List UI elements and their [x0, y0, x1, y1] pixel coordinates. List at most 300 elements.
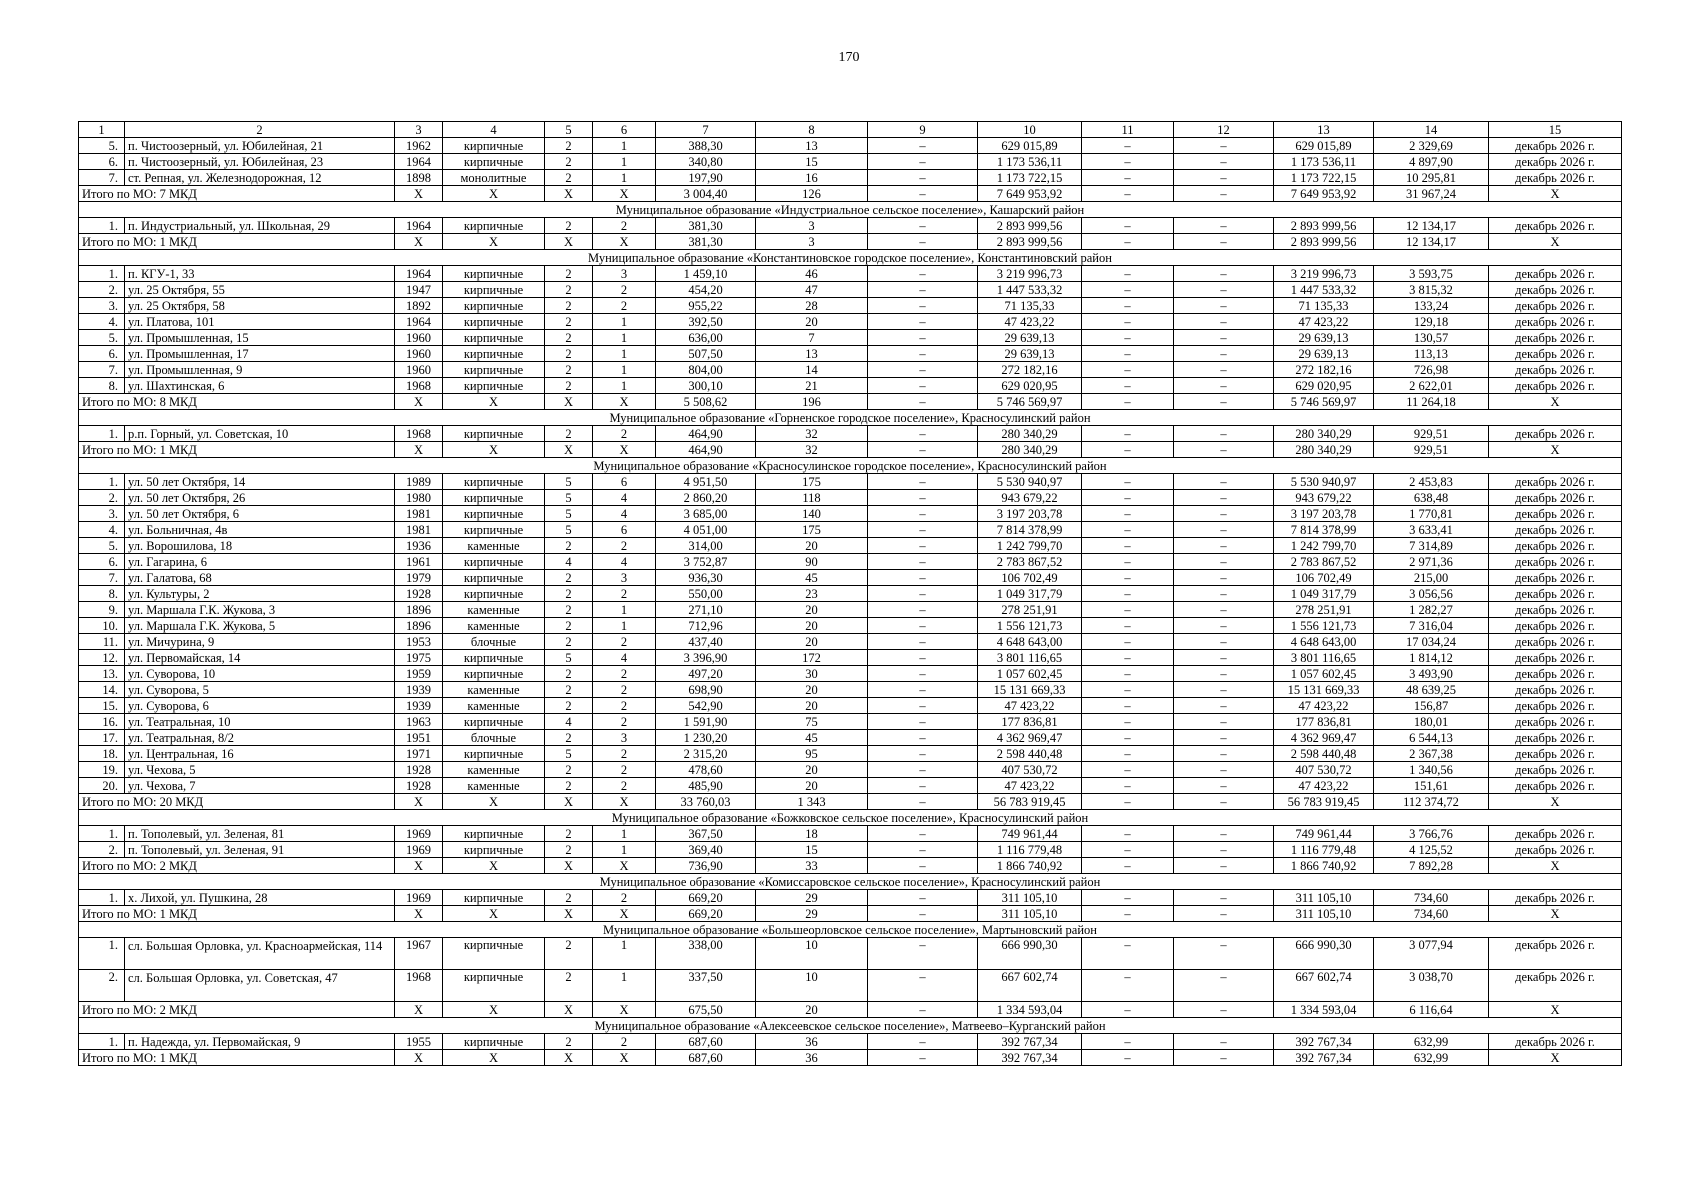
col9-cell: – [868, 890, 978, 906]
col12-cell: – [1174, 314, 1274, 330]
col12-cell: – [1174, 1050, 1274, 1066]
deadline-cell: декабрь 2026 г. [1489, 746, 1622, 762]
deadline-cell: декабрь 2026 г. [1489, 506, 1622, 522]
year-cell: 1959 [395, 666, 443, 682]
deadline-cell: декабрь 2026 г. [1489, 938, 1622, 970]
entrances-cell: 1 [593, 314, 656, 330]
wall-material-cell: кирпичные [443, 826, 545, 842]
year-cell: 1967 [395, 938, 443, 970]
area-cell: 698,90 [656, 682, 756, 698]
row-number-cell: 14. [79, 682, 125, 698]
residents-cell: 75 [756, 714, 868, 730]
wall-material-cell: X [443, 1050, 545, 1066]
residents-cell: 175 [756, 522, 868, 538]
col9-cell: – [868, 298, 978, 314]
col11-cell: – [1082, 794, 1174, 810]
total-label-cell: Итого по МО: 2 МКД [79, 1002, 395, 1018]
area-cell: 4 951,50 [656, 474, 756, 490]
cost-per-m2-cell: 31 967,24 [1374, 186, 1489, 202]
table-row [79, 154, 1622, 170]
col11-cell: – [1082, 394, 1174, 410]
entrances-cell: X [593, 394, 656, 410]
floors-cell: X [545, 394, 593, 410]
deadline-cell: X [1489, 234, 1622, 250]
address-cell: ул. Суворова, 6 [125, 698, 395, 714]
year-cell: 1964 [395, 266, 443, 282]
year-cell: 1936 [395, 538, 443, 554]
floors-cell: 2 [545, 586, 593, 602]
col9-cell: – [868, 666, 978, 682]
entrances-cell: 6 [593, 522, 656, 538]
floors-cell: X [545, 442, 593, 458]
year-cell: 1981 [395, 506, 443, 522]
address-cell: ул. 50 лет Октября, 26 [125, 490, 395, 506]
residents-cell: 118 [756, 490, 868, 506]
total-row [79, 442, 1622, 458]
year-cell: 1892 [395, 298, 443, 314]
entrances-cell: X [593, 906, 656, 922]
address-cell: ул. Шахтинская, 6 [125, 378, 395, 394]
deadline-cell: декабрь 2026 г. [1489, 378, 1622, 394]
wall-material-cell: кирпичные [443, 506, 545, 522]
table-body [79, 122, 1622, 1066]
year-cell: 1947 [395, 282, 443, 298]
entrances-cell: X [593, 442, 656, 458]
cost-total-cell: 1 334 593,04 [978, 1002, 1082, 1018]
area-cell: 369,40 [656, 842, 756, 858]
year-cell: 1969 [395, 826, 443, 842]
cost-total-cell: 1 057 602,45 [978, 666, 1082, 682]
floors-cell: 2 [545, 730, 593, 746]
col12-cell: – [1174, 522, 1274, 538]
col9-cell: – [868, 906, 978, 922]
cost-fund-cell: 29 639,13 [1274, 330, 1374, 346]
cost-per-m2-cell: 929,51 [1374, 426, 1489, 442]
table-row [79, 298, 1622, 314]
residents-cell: 29 [756, 906, 868, 922]
municipality-title: Муниципальное образование «Индустриальное сельское поселение», Кашарский район [79, 202, 1622, 218]
col9-cell: – [868, 730, 978, 746]
cost-per-m2-cell: 130,57 [1374, 330, 1489, 346]
col9-cell: – [868, 762, 978, 778]
cost-total-cell: 1 242 799,70 [978, 538, 1082, 554]
cost-fund-cell: 177 836,81 [1274, 714, 1374, 730]
deadline-cell: декабрь 2026 г. [1489, 762, 1622, 778]
year-cell: 1971 [395, 746, 443, 762]
column-number-13: 13 [1274, 122, 1374, 138]
entrances-cell: 2 [593, 218, 656, 234]
cost-total-cell: 29 639,13 [978, 330, 1082, 346]
column-number-1: 1 [79, 122, 125, 138]
wall-material-cell: кирпичные [443, 586, 545, 602]
area-cell: 507,50 [656, 346, 756, 362]
cost-total-cell: 272 182,16 [978, 362, 1082, 378]
column-number-12: 12 [1174, 122, 1274, 138]
col11-cell: – [1082, 186, 1174, 202]
residents-cell: 45 [756, 730, 868, 746]
row-number-cell: 1. [79, 266, 125, 282]
floors-cell: X [545, 794, 593, 810]
deadline-cell: декабрь 2026 г. [1489, 666, 1622, 682]
area-cell: 271,10 [656, 602, 756, 618]
wall-material-cell: кирпичные [443, 842, 545, 858]
area-cell: 1 591,90 [656, 714, 756, 730]
cost-fund-cell: 4 648 643,00 [1274, 634, 1374, 650]
col9-cell: – [868, 570, 978, 586]
floors-cell: 2 [545, 890, 593, 906]
address-cell: х. Лихой, ул. Пушкина, 28 [125, 890, 395, 906]
year-cell: 1953 [395, 634, 443, 650]
cost-per-m2-cell: 3 633,41 [1374, 522, 1489, 538]
cost-fund-cell: 1 116 779,48 [1274, 842, 1374, 858]
address-cell: ул. Ворошилова, 18 [125, 538, 395, 554]
cost-per-m2-cell: 3 815,32 [1374, 282, 1489, 298]
col11-cell: – [1082, 506, 1174, 522]
cost-fund-cell: 15 131 669,33 [1274, 682, 1374, 698]
cost-fund-cell: 629 015,89 [1274, 138, 1374, 154]
col9-cell: – [868, 650, 978, 666]
floors-cell: 2 [545, 378, 593, 394]
col11-cell: – [1082, 1034, 1174, 1050]
col12-cell: – [1174, 378, 1274, 394]
address-cell: ул. Культуры, 2 [125, 586, 395, 602]
residents-cell: 95 [756, 746, 868, 762]
table-row [79, 1034, 1622, 1050]
wall-material-cell: кирпичные [443, 714, 545, 730]
row-number-cell: 18. [79, 746, 125, 762]
deadline-cell: декабрь 2026 г. [1489, 842, 1622, 858]
col12-cell: – [1174, 794, 1274, 810]
cost-total-cell: 47 423,22 [978, 698, 1082, 714]
table-row [79, 842, 1622, 858]
entrances-cell: 1 [593, 938, 656, 970]
entrances-cell: X [593, 858, 656, 874]
col11-cell: – [1082, 154, 1174, 170]
cost-per-m2-cell: 726,98 [1374, 362, 1489, 378]
residents-cell: 30 [756, 666, 868, 682]
col12-cell: – [1174, 570, 1274, 586]
cost-per-m2-cell: 113,13 [1374, 346, 1489, 362]
floors-cell: 2 [545, 570, 593, 586]
wall-material-cell: кирпичные [443, 938, 545, 970]
table-row [79, 938, 1622, 970]
area-cell: 542,90 [656, 698, 756, 714]
row-number-cell: 5. [79, 538, 125, 554]
year-cell: 1939 [395, 682, 443, 698]
residents-cell: 126 [756, 186, 868, 202]
entrances-cell: 2 [593, 1034, 656, 1050]
address-cell: ул. Чехова, 5 [125, 762, 395, 778]
municipality-heading-row [79, 202, 1622, 218]
col9-cell: – [868, 490, 978, 506]
col11-cell: – [1082, 906, 1174, 922]
area-cell: 388,30 [656, 138, 756, 154]
address-cell: ул. Центральная, 16 [125, 746, 395, 762]
deadline-cell: декабрь 2026 г. [1489, 778, 1622, 794]
address-cell: п. КГУ-1, 33 [125, 266, 395, 282]
wall-material-cell: кирпичные [443, 330, 545, 346]
col9-cell: – [868, 970, 978, 1002]
cost-fund-cell: 311 105,10 [1274, 906, 1374, 922]
address-cell: ул. Театральная, 8/2 [125, 730, 395, 746]
address-cell: ул. Маршала Г.К. Жукова, 3 [125, 602, 395, 618]
cost-fund-cell: 47 423,22 [1274, 698, 1374, 714]
cost-per-m2-cell: 6 544,13 [1374, 730, 1489, 746]
table-row [79, 650, 1622, 666]
area-cell: 340,80 [656, 154, 756, 170]
wall-material-cell: кирпичные [443, 362, 545, 378]
cost-total-cell: 392 767,34 [978, 1034, 1082, 1050]
floors-cell: X [545, 1050, 593, 1066]
year-cell: 1968 [395, 970, 443, 1002]
col9-cell: – [868, 634, 978, 650]
residents-cell: 20 [756, 602, 868, 618]
deadline-cell: декабрь 2026 г. [1489, 1034, 1622, 1050]
deadline-cell: декабрь 2026 г. [1489, 586, 1622, 602]
cost-per-m2-cell: 180,01 [1374, 714, 1489, 730]
residents-cell: 10 [756, 970, 868, 1002]
col9-cell: – [868, 330, 978, 346]
year-cell: 1968 [395, 378, 443, 394]
residents-cell: 23 [756, 586, 868, 602]
area-cell: 1 459,10 [656, 266, 756, 282]
table-row [79, 730, 1622, 746]
entrances-cell: 2 [593, 778, 656, 794]
floors-cell: 2 [545, 170, 593, 186]
year-cell: X [395, 234, 443, 250]
col9-cell: – [868, 170, 978, 186]
total-row [79, 906, 1622, 922]
address-cell: п. Индустриальный, ул. Школьная, 29 [125, 218, 395, 234]
wall-material-cell: кирпичные [443, 666, 545, 682]
address-cell: ул. Промышленная, 9 [125, 362, 395, 378]
row-number-cell: 3. [79, 298, 125, 314]
entrances-cell: 2 [593, 714, 656, 730]
area-cell: 2 315,20 [656, 746, 756, 762]
cost-total-cell: 311 105,10 [978, 906, 1082, 922]
col11-cell: – [1082, 762, 1174, 778]
floors-cell: 4 [545, 554, 593, 570]
col9-cell: – [868, 538, 978, 554]
floors-cell: 2 [545, 218, 593, 234]
col9-cell: – [868, 938, 978, 970]
col11-cell: – [1082, 346, 1174, 362]
wall-material-cell: кирпичные [443, 154, 545, 170]
total-label-cell: Итого по МО: 20 МКД [79, 794, 395, 810]
col9-cell: – [868, 442, 978, 458]
cost-total-cell: 1 116 779,48 [978, 842, 1082, 858]
municipality-heading-row [79, 922, 1622, 938]
floors-cell: 2 [545, 970, 593, 1002]
total-label-cell: Итого по МО: 8 МКД [79, 394, 395, 410]
floors-cell: X [545, 186, 593, 202]
cost-fund-cell: 392 767,34 [1274, 1034, 1374, 1050]
cost-per-m2-cell: 156,87 [1374, 698, 1489, 714]
col9-cell: – [868, 138, 978, 154]
deadline-cell: декабрь 2026 г. [1489, 282, 1622, 298]
table-row [79, 666, 1622, 682]
year-cell: X [395, 186, 443, 202]
year-cell: 1960 [395, 330, 443, 346]
cost-fund-cell: 56 783 919,45 [1274, 794, 1374, 810]
cost-per-m2-cell: 129,18 [1374, 314, 1489, 330]
cost-total-cell: 47 423,22 [978, 314, 1082, 330]
cost-fund-cell: 47 423,22 [1274, 778, 1374, 794]
col9-cell: – [868, 346, 978, 362]
cost-per-m2-cell: 2 329,69 [1374, 138, 1489, 154]
cost-total-cell: 629 020,95 [978, 378, 1082, 394]
area-cell: 464,90 [656, 442, 756, 458]
col12-cell: – [1174, 826, 1274, 842]
cost-fund-cell: 3 801 116,65 [1274, 650, 1374, 666]
total-row [79, 394, 1622, 410]
table-row [79, 570, 1622, 586]
col9-cell: – [868, 554, 978, 570]
cost-fund-cell: 3 197 203,78 [1274, 506, 1374, 522]
residents-cell: 33 [756, 858, 868, 874]
col11-cell: – [1082, 634, 1174, 650]
table-row [79, 474, 1622, 490]
municipality-heading-row [79, 410, 1622, 426]
cost-total-cell: 56 783 919,45 [978, 794, 1082, 810]
cost-per-m2-cell: 3 593,75 [1374, 266, 1489, 282]
entrances-cell: 4 [593, 554, 656, 570]
deadline-cell: X [1489, 394, 1622, 410]
col11-cell: – [1082, 1002, 1174, 1018]
cost-fund-cell: 2 893 999,56 [1274, 234, 1374, 250]
residents-cell: 10 [756, 938, 868, 970]
cost-total-cell: 2 893 999,56 [978, 218, 1082, 234]
year-cell: X [395, 394, 443, 410]
residents-cell: 14 [756, 362, 868, 378]
row-number-cell: 4. [79, 314, 125, 330]
row-number-cell: 12. [79, 650, 125, 666]
residents-cell: 20 [756, 762, 868, 778]
entrances-cell: 1 [593, 154, 656, 170]
col12-cell: – [1174, 154, 1274, 170]
residents-cell: 175 [756, 474, 868, 490]
address-cell: ул. Промышленная, 17 [125, 346, 395, 362]
wall-material-cell: кирпичные [443, 138, 545, 154]
col11-cell: – [1082, 682, 1174, 698]
cost-total-cell: 629 015,89 [978, 138, 1082, 154]
municipality-title: Муниципальное образование «Большеорловское сельское поселение», Мартыновский район [79, 922, 1622, 938]
area-cell: 464,90 [656, 426, 756, 442]
residents-cell: 46 [756, 266, 868, 282]
col12-cell: – [1174, 938, 1274, 970]
deadline-cell: декабрь 2026 г. [1489, 730, 1622, 746]
table-row [79, 266, 1622, 282]
residents-cell: 20 [756, 698, 868, 714]
row-number-cell: 5. [79, 330, 125, 346]
year-cell: X [395, 906, 443, 922]
cost-total-cell: 15 131 669,33 [978, 682, 1082, 698]
col12-cell: – [1174, 842, 1274, 858]
address-cell: п. Тополевый, ул. Зеленая, 91 [125, 842, 395, 858]
cost-total-cell: 7 814 378,99 [978, 522, 1082, 538]
wall-material-cell: кирпичные [443, 282, 545, 298]
entrances-cell: 2 [593, 298, 656, 314]
address-cell: ул. 50 лет Октября, 6 [125, 506, 395, 522]
cost-fund-cell: 392 767,34 [1274, 1050, 1374, 1066]
cost-fund-cell: 5 530 940,97 [1274, 474, 1374, 490]
wall-material-cell: кирпичные [443, 522, 545, 538]
total-row [79, 1050, 1622, 1066]
year-cell: 1896 [395, 602, 443, 618]
col12-cell: – [1174, 890, 1274, 906]
floors-cell: X [545, 1002, 593, 1018]
table-row [79, 170, 1622, 186]
deadline-cell: X [1489, 858, 1622, 874]
cost-per-m2-cell: 3 493,90 [1374, 666, 1489, 682]
year-cell: 1964 [395, 314, 443, 330]
col12-cell: – [1174, 138, 1274, 154]
wall-material-cell: кирпичные [443, 1034, 545, 1050]
area-cell: 485,90 [656, 778, 756, 794]
wall-material-cell: кирпичные [443, 218, 545, 234]
cost-per-m2-cell: 929,51 [1374, 442, 1489, 458]
entrances-cell: 2 [593, 426, 656, 442]
residents-cell: 20 [756, 1002, 868, 1018]
cost-per-m2-cell: 2 367,38 [1374, 746, 1489, 762]
row-number-cell: 2. [79, 282, 125, 298]
cost-total-cell: 71 135,33 [978, 298, 1082, 314]
col11-cell: – [1082, 554, 1174, 570]
entrances-cell: 3 [593, 266, 656, 282]
floors-cell: 2 [545, 778, 593, 794]
floors-cell: 5 [545, 474, 593, 490]
deadline-cell: декабрь 2026 г. [1489, 474, 1622, 490]
table-row [79, 746, 1622, 762]
col12-cell: – [1174, 170, 1274, 186]
floors-cell: 2 [545, 762, 593, 778]
row-number-cell: 6. [79, 154, 125, 170]
cost-per-m2-cell: 7 314,89 [1374, 538, 1489, 554]
row-number-cell: 3. [79, 506, 125, 522]
entrances-cell: X [593, 186, 656, 202]
col12-cell: – [1174, 330, 1274, 346]
col11-cell: – [1082, 490, 1174, 506]
entrances-cell: 2 [593, 666, 656, 682]
col9-cell: – [868, 778, 978, 794]
deadline-cell: декабрь 2026 г. [1489, 602, 1622, 618]
col12-cell: – [1174, 762, 1274, 778]
wall-material-cell: блочные [443, 730, 545, 746]
col9-cell: – [868, 698, 978, 714]
col9-cell: – [868, 154, 978, 170]
entrances-cell: X [593, 1002, 656, 1018]
cost-total-cell: 407 530,72 [978, 762, 1082, 778]
entrances-cell: 1 [593, 378, 656, 394]
col9-cell: – [868, 746, 978, 762]
floors-cell: 5 [545, 746, 593, 762]
table-row [79, 618, 1622, 634]
col11-cell: – [1082, 714, 1174, 730]
cost-fund-cell: 667 602,74 [1274, 970, 1374, 1002]
residents-cell: 32 [756, 442, 868, 458]
deadline-cell: декабрь 2026 г. [1489, 330, 1622, 346]
total-label-cell: Итого по МО: 1 МКД [79, 442, 395, 458]
area-cell: 3 685,00 [656, 506, 756, 522]
wall-material-cell: кирпичные [443, 554, 545, 570]
cost-fund-cell: 29 639,13 [1274, 346, 1374, 362]
floors-cell: X [545, 234, 593, 250]
col12-cell: – [1174, 970, 1274, 1002]
col11-cell: – [1082, 522, 1174, 538]
address-cell: ул. Галатова, 68 [125, 570, 395, 586]
col11-cell: – [1082, 362, 1174, 378]
year-cell: 1964 [395, 218, 443, 234]
